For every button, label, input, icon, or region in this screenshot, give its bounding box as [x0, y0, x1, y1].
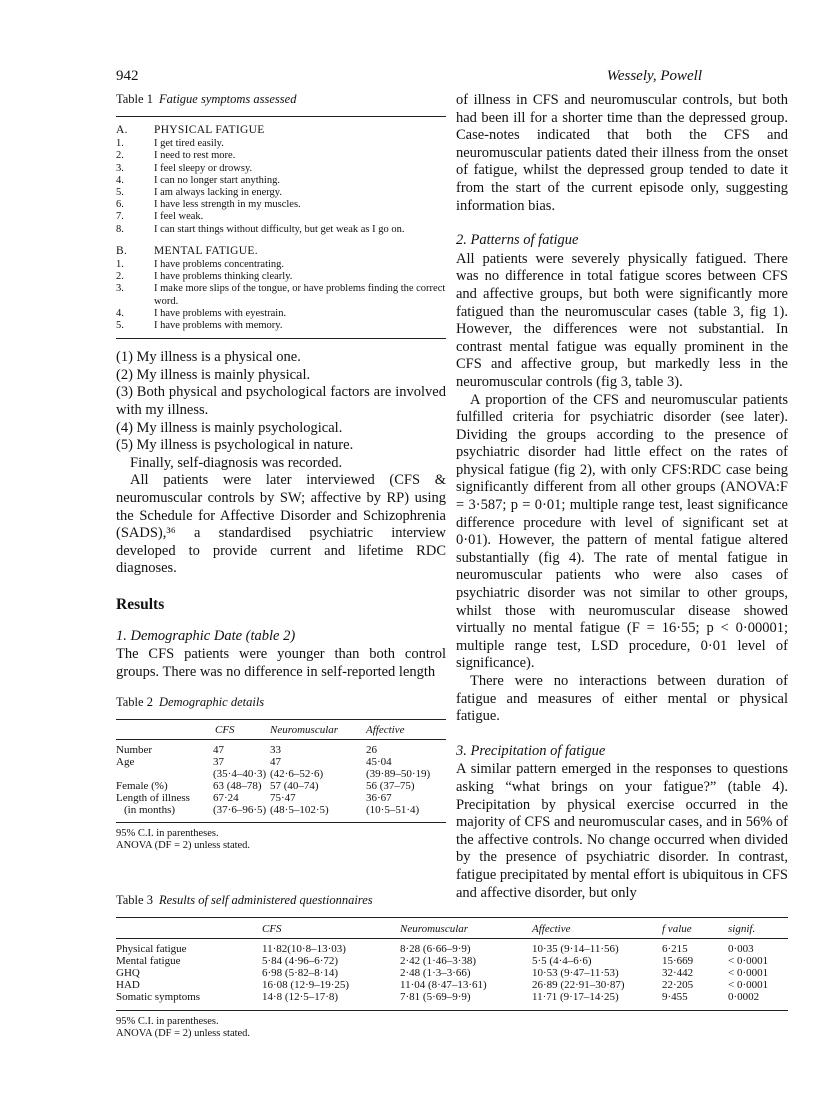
item-number: 1.	[116, 138, 124, 150]
table-cell: 45·04	[366, 756, 392, 769]
table-cell: 26	[366, 744, 377, 757]
table2	[116, 720, 446, 822]
item-text: I get tired easily.	[154, 138, 224, 150]
table-cell: GHQ	[116, 967, 140, 979]
table1-label: Table 1	[116, 92, 153, 106]
table-cell: 11·71 (9·17–14·25)	[532, 991, 619, 1003]
table-cell: 2·42 (1·46–3·38)	[400, 955, 477, 967]
table-cell: 47	[270, 756, 281, 769]
table-cell: < 0·0001	[728, 979, 769, 991]
list-item	[116, 211, 446, 223]
table-cell: Female (%)	[116, 780, 168, 793]
page-number: 942	[116, 68, 139, 84]
table-cell: (48·5–102·5)	[270, 804, 329, 817]
table-cell: 8·28 (6·66–9·9)	[400, 943, 471, 955]
table-cell: 2·48 (1·3–3·66)	[400, 967, 471, 979]
table1-caption	[116, 92, 446, 107]
table2-title: Demographic details	[158, 695, 265, 710]
list-item	[116, 175, 446, 187]
table-cell: 36·67	[366, 792, 392, 805]
table2-bottom-rule	[116, 822, 446, 823]
table-cell: 67·24	[213, 792, 239, 805]
column-header: Affective	[366, 724, 405, 737]
table-cell: 6·98 (5·82–8·14)	[262, 967, 339, 979]
table-cell: 15·669	[662, 955, 694, 967]
table-cell: 10·35 (9·14–11·56)	[532, 943, 619, 955]
table-cell: Number	[116, 744, 153, 757]
table2-header-rule	[116, 739, 446, 740]
table-row	[116, 967, 788, 979]
table-cell: Length of illness	[116, 792, 190, 805]
table2-footnote: ANOVA (DF = 2) unless stated.	[116, 840, 251, 852]
left-body	[116, 349, 446, 681]
table-row	[116, 991, 788, 1010]
table-row	[116, 780, 446, 792]
table-cell: (10·5–51·4)	[366, 804, 420, 817]
table1-bottom-rule	[116, 338, 446, 339]
table-cell: 16·08 (12·9–19·25)	[262, 979, 350, 991]
list-item	[116, 150, 446, 162]
results-heading: Results	[116, 595, 165, 613]
column-header: Neuromuscular	[400, 923, 469, 935]
table-cell: 6·215	[662, 943, 688, 955]
table-cell: Physical fatigue	[116, 943, 187, 955]
list-item	[116, 308, 446, 320]
list-item	[116, 271, 446, 283]
subheading-demographic: 1. Demographic Date (table 2)	[116, 627, 296, 644]
list-item	[116, 320, 446, 332]
list-line: (5) My illness is psychological in nature.	[116, 437, 354, 454]
section-letter: A.	[116, 124, 128, 136]
table-row	[116, 756, 446, 768]
table-row	[116, 792, 446, 804]
section-heading: PHYSICAL FATIGUE	[154, 124, 265, 136]
table-cell: 10·53 (9·47–11·53)	[532, 967, 619, 979]
table-cell: 33	[270, 744, 281, 757]
list-item	[116, 224, 446, 236]
item-text: I feel weak.	[154, 211, 204, 223]
table2-footnote: 95% C.I. in parentheses.	[116, 828, 219, 840]
table-cell: 0·0002	[728, 991, 760, 1003]
column-header: f value	[662, 923, 692, 935]
paragraph: The CFS patients were younger than both control groups. There was no difference in self-reported length	[116, 646, 446, 680]
table-cell: 0·003	[728, 943, 754, 955]
left-column	[116, 92, 446, 852]
table-header-row	[116, 918, 788, 938]
item-number: 3.	[116, 283, 124, 295]
table-cell: 63 (48–78)	[213, 780, 262, 793]
item-number: 5.	[116, 320, 124, 332]
item-text: I am always lacking in energy.	[154, 187, 282, 199]
table-cell: 56 (37–75)	[366, 780, 415, 793]
paragraph: All patients were severely physically fatigued. There was no difference in total fatigue scores between CFS and affective groups, but both were significantly more fatigued than the neuromuscular cases (table 3, fig 1). However, the differences were not substantial. In contrast mental fatigue was equally prominent in the CFS and affective group, but markedly less in the neuromuscular controls (fig 3, table 3).	[456, 250, 788, 390]
item-text: I make more slips of the tongue, or have problems finding the correct word.	[154, 283, 446, 307]
item-number: 1.	[116, 259, 124, 271]
table-cell: 32·442	[662, 967, 694, 979]
column-header: CFS	[262, 923, 282, 935]
paragraph: A similar pattern emerged in the responses to questions asking “what brings on your fatigue?” (table 4). Precipitation by physical exercise occurred in the majority of CFS and neuromuscular cases, and in 56% of the affective controls. No change occurred when divided by the presence of psychiatric disorder. In contrast, fatigue precipitated by mental effort is ubiquitous in CFS and affective disorder, but only	[456, 761, 788, 901]
section-heading: MENTAL FATIGUE.	[154, 244, 258, 257]
table1	[116, 117, 446, 338]
table1-title: Fatigue symptoms assessed	[158, 92, 297, 106]
paragraph: A proportion of the CFS and neuromuscular patients fulfilled criteria for psychiatric disorder (see later). Dividing the groups according to the presence of psychiatric disorder had little effect on the rates of physical fatigue (fig 2), with only CFS:RDC case being significantly different from all other groups (ANOVA:F = 3·587; p = 0·01; multiple range test, least significance difference procedure with level of significant set at 0·01). However, the pattern of mental fatigue altered substantially (fig 4). The rate of mental fatigue in neuromuscular patients who were also cases of psychiatric disorder was not similar to other groups, whilst those with neuromuscular disease showed virtually no mental fatigue (F = 16·55; p < 0·00001; multiple range test, LSD procedure, 0·01 level of significance).	[456, 391, 788, 672]
table3-caption	[116, 893, 788, 908]
table-cell: 5·5 (4·4–6·6)	[532, 955, 592, 967]
column-header: Affective	[532, 923, 571, 935]
item-number: 8.	[116, 223, 124, 235]
item-number: 3.	[116, 162, 124, 174]
paragraph: All patients were later interviewed (CFS & neuromuscular controls by SW; affective by RP) using the Schedule for Affective Disorder and Schizophrenia (SADS),³⁶ a standardised psychiatric interview developed to provide current and lifetime RDC diagnoses.	[116, 472, 446, 577]
table-cell: < 0·0001	[728, 955, 769, 967]
table1-section-b	[116, 245, 446, 257]
column-header	[116, 923, 262, 935]
table3-header-rule	[116, 938, 788, 939]
table-header-row	[116, 720, 446, 739]
table-cell: 7·81 (5·69–9·9)	[400, 991, 471, 1003]
column-header: signif.	[728, 923, 756, 935]
section-letter: B.	[116, 244, 128, 257]
table-cell: Age	[116, 756, 135, 769]
table-cell: 75·47	[270, 792, 296, 805]
item-number: 6.	[116, 199, 124, 211]
item-number: 2.	[116, 271, 124, 283]
item-text: I have problems with eyestrain.	[154, 307, 287, 319]
item-number: 4.	[116, 307, 124, 319]
column-header: CFS	[215, 724, 235, 737]
table3-label: Table 3	[116, 893, 153, 907]
right-column	[456, 92, 788, 902]
column-header: Neuromuscular	[270, 724, 339, 737]
running-head: Wessely, Powell	[606, 68, 702, 84]
item-text: I need to rest more.	[154, 150, 236, 162]
table2-block	[116, 695, 446, 852]
list-item	[116, 259, 446, 271]
subheading-precipitation: 3. Precipitation of fatigue	[456, 742, 606, 759]
item-number: 7.	[116, 211, 124, 223]
paragraph: There were no interactions between duration of fatigue and measures of either mental or physical fatigue.	[456, 673, 788, 725]
table-cell: < 0·0001	[728, 967, 769, 979]
table-cell: Somatic symptoms	[116, 991, 201, 1003]
item-text: I have problems thinking clearly.	[154, 271, 293, 283]
item-text: I have problems concentrating.	[154, 259, 285, 271]
list-item	[116, 163, 446, 175]
list-line: (4) My illness is mainly psychological.	[116, 419, 343, 436]
table3-block	[116, 893, 788, 1040]
table3-bottom-rule	[116, 1010, 788, 1011]
table-row	[116, 804, 446, 822]
table-cell: 11·82(10·8–13·03)	[262, 943, 346, 955]
table-cell: 22·205	[662, 979, 694, 991]
table-cell: 57 (40–74)	[270, 780, 319, 793]
list-item	[116, 187, 446, 199]
item-text: I have less strength in my muscles.	[154, 199, 301, 211]
table-cell: 26·89 (22·91–30·87)	[532, 979, 625, 991]
table-cell: (37·6–96·5)	[213, 804, 267, 817]
table-cell: 5·84 (4·96–6·72)	[262, 955, 339, 967]
list-item	[116, 283, 446, 307]
table-row	[116, 768, 446, 780]
table3-title: Results of self administered questionnaires	[158, 893, 373, 907]
list-item	[116, 199, 446, 211]
table-cell: (39·89–50·19)	[366, 768, 431, 781]
item-number: 2.	[116, 150, 124, 162]
table-cell: 14·8 (12·5–17·8)	[262, 991, 339, 1003]
item-text: I have problems with memory.	[154, 320, 283, 332]
list-line: (3) Both physical and psychological factors are involved with my illness.	[116, 384, 446, 419]
table2-label: Table 2	[116, 695, 153, 710]
table-row	[116, 955, 788, 967]
table-cell: (35·4–40·3)	[213, 768, 267, 781]
table-cell: 37	[213, 756, 224, 769]
table-cell: HAD	[116, 979, 140, 991]
table-cell: 47	[213, 744, 224, 757]
list-line: (1) My illness is a physical one.	[116, 349, 301, 366]
table-cell	[116, 768, 213, 780]
item-text: I feel sleepy or drowsy.	[154, 162, 253, 174]
list-item	[116, 138, 446, 150]
table3-footnote: 95% C.I. in parentheses.	[116, 1016, 219, 1027]
table3-footnote: ANOVA (DF = 2) unless stated.	[116, 1028, 251, 1039]
table-cell: 9·455	[662, 991, 688, 1003]
subheading-patterns: 2. Patterns of fatigue	[456, 232, 579, 249]
table-row	[116, 979, 788, 991]
table2-caption	[116, 695, 446, 710]
table3	[116, 918, 788, 1010]
table-cell: Mental fatigue	[116, 955, 181, 967]
paragraph: of illness in CFS and neuromuscular controls, but both had been ill for a shorter time than the depressed group. Case-notes indicated that both the CFS and neuromuscular patients dated their illness from the onset of fatigue, whilst the depressed group tended to date it from the start of the current episode only, suggesting information bias.	[456, 92, 788, 214]
item-number: 4.	[116, 174, 124, 186]
table-cell: (42·6–52·6)	[270, 768, 324, 781]
table-row	[116, 744, 446, 756]
item-text: I can start things without difficulty, but get weak as I go on.	[154, 223, 405, 235]
item-number: 5.	[116, 187, 124, 199]
table-cell: 11·04 (8·47–13·61)	[400, 979, 487, 991]
column-header	[116, 724, 213, 736]
list-line: (2) My illness is mainly physical.	[116, 366, 311, 383]
table1-section-a	[116, 124, 446, 136]
paragraph: Finally, self-diagnosis was recorded.	[130, 454, 343, 471]
table-cell: (in months)	[124, 804, 176, 817]
table-row	[116, 943, 788, 955]
item-text: I can no longer start anything.	[154, 174, 280, 186]
